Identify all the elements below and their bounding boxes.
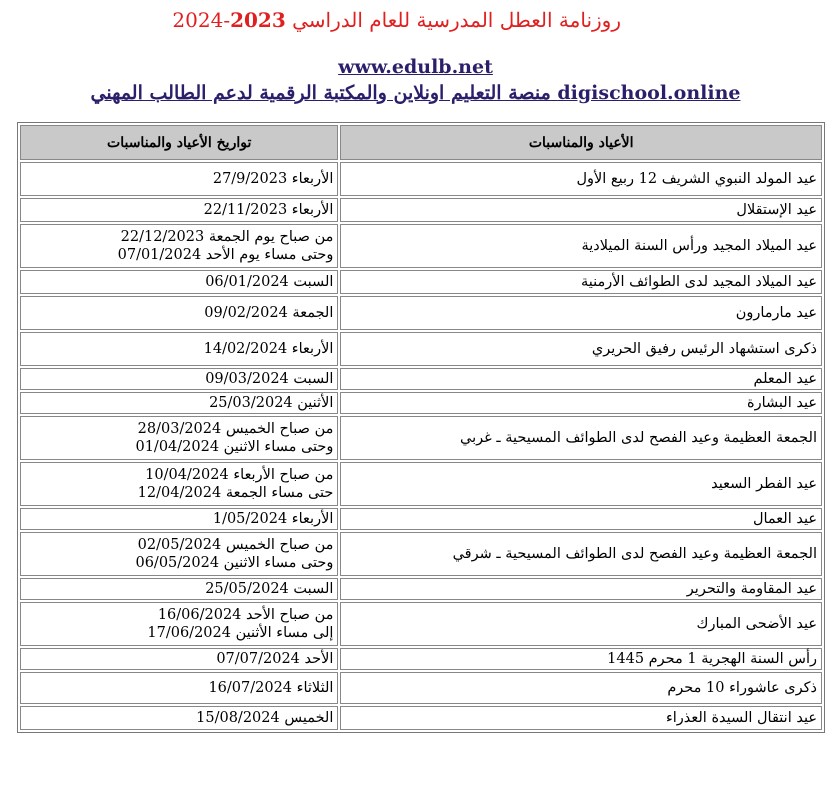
date-cell (20, 224, 338, 268)
table-row (20, 392, 822, 414)
table-row (20, 578, 822, 600)
date-cell (20, 392, 338, 414)
event-cell: ذكرى عاشوراء 10 محرم (340, 672, 822, 704)
page-title (172, 8, 621, 32)
date-line: إلى مساء الأثنين 17/06/2024 (147, 625, 334, 641)
date-line: الأربعاء 1/05/2024 (212, 511, 334, 527)
title-text: روزنامة العطل المدرسية للعام الدراسي (285, 8, 621, 32)
date-line: الخميس 15/08/2024 (196, 710, 334, 726)
digischool-link[interactable]: digischool.online منصة التعليم اونلاين والمكتبة الرقمية لدعم الطالب المهني (90, 82, 741, 104)
table-row (20, 368, 822, 390)
date-line: السبت 09/03/2024 (205, 371, 334, 387)
table-row (20, 270, 822, 294)
date-cell (20, 296, 338, 330)
site-link[interactable]: www.edulb.net (338, 56, 493, 78)
date-cell (20, 198, 338, 222)
table-row (20, 706, 822, 730)
date-line: من صباح يوم الجمعة 22/12/2023 (120, 229, 334, 245)
table-header-row (20, 125, 822, 160)
event-cell: عيد الميلاد المجيد ورأس السنة الميلادية (340, 224, 822, 268)
date-line: من صباح الخميس 02/05/2024 (137, 537, 334, 553)
date-cell (20, 648, 338, 670)
event-cell: عيد الفطر السعيد (340, 462, 822, 506)
event-cell: عيد المقاومة والتحرير (340, 578, 822, 600)
date-cell (20, 578, 338, 600)
date-cell (20, 532, 338, 576)
date-cell (20, 270, 338, 294)
date-line: السبت 06/01/2024 (205, 274, 334, 290)
date-line: وحتى مساء الاثنين 06/05/2024 (135, 555, 334, 571)
event-cell: عيد الميلاد المجيد لدى الطوائف الأرمنية (340, 270, 822, 294)
event-cell: ذكرى استشهاد الرئيس رفيق الحريري (340, 332, 822, 366)
date-line: الأربعاء 22/11/2023 (203, 202, 334, 218)
date-line: من صباح الأحد 16/06/2024 (157, 607, 334, 623)
date-line: وحتى مساء يوم الأحد 07/01/2024 (117, 247, 334, 263)
event-cell: عيد البشارة (340, 392, 822, 414)
header-events: الأعياد والمناسبات (340, 125, 822, 160)
date-line: من صباح الخميس 28/03/2024 (137, 421, 334, 437)
event-cell: عيد المعلم (340, 368, 822, 390)
date-cell (20, 672, 338, 704)
date-cell (20, 416, 338, 460)
title-year-bold: 2023 (230, 8, 286, 32)
date-line: الأثنين 25/03/2024 (209, 395, 334, 411)
date-cell (20, 332, 338, 366)
date-cell (20, 706, 338, 730)
date-line: الأحد 07/07/2024 (216, 651, 334, 667)
event-cell: الجمعة العظيمة وعيد الفصح لدى الطوائف المسيحية ـ غربي (340, 416, 822, 460)
date-line: السبت 25/05/2024 (205, 581, 334, 597)
event-cell: رأس السنة الهجرية 1 محرم 1445 (340, 648, 822, 670)
event-cell: عيد المولد النبوي الشريف 12 ربيع الأول (340, 162, 822, 196)
event-cell: عيد انتقال السيدة العذراء (340, 706, 822, 730)
event-cell: عيد الأضحى المبارك (340, 602, 822, 646)
date-line: حتى مساء الجمعة 12/04/2024 (137, 485, 334, 501)
date-cell (20, 508, 338, 530)
table-row (20, 462, 822, 506)
header-dates: تواريخ الأعياد والمناسبات (20, 125, 338, 160)
holidays-table (17, 122, 825, 733)
title-year-rest: -2024 (172, 8, 231, 32)
date-line: الأربعاء 14/02/2024 (203, 341, 334, 357)
table-row (20, 224, 822, 268)
date-cell (20, 462, 338, 506)
date-line: الأربعاء 27/9/2023 (212, 171, 334, 187)
date-line: من صباح الأربعاء 10/04/2024 (145, 467, 334, 483)
event-cell: عيد مارمارون (340, 296, 822, 330)
table-row (20, 648, 822, 670)
date-line: وحتى مساء الاثنين 01/04/2024 (135, 439, 334, 455)
table-row (20, 602, 822, 646)
date-cell (20, 162, 338, 196)
date-line: الثلاثاء 16/07/2024 (208, 680, 334, 696)
table-row (20, 296, 822, 330)
date-cell (20, 602, 338, 646)
table-row (20, 198, 822, 222)
event-cell: عيد العمال (340, 508, 822, 530)
table-row (20, 416, 822, 460)
table-row (20, 532, 822, 576)
event-cell: الجمعة العظيمة وعيد الفصح لدى الطوائف المسيحية ـ شرقي (340, 532, 822, 576)
date-cell (20, 368, 338, 390)
table-row (20, 162, 822, 196)
table-row (20, 332, 822, 366)
event-cell: عيد الإستقلال (340, 198, 822, 222)
table-row (20, 672, 822, 704)
table-row (20, 508, 822, 530)
date-line: الجمعة 09/02/2024 (204, 305, 334, 321)
